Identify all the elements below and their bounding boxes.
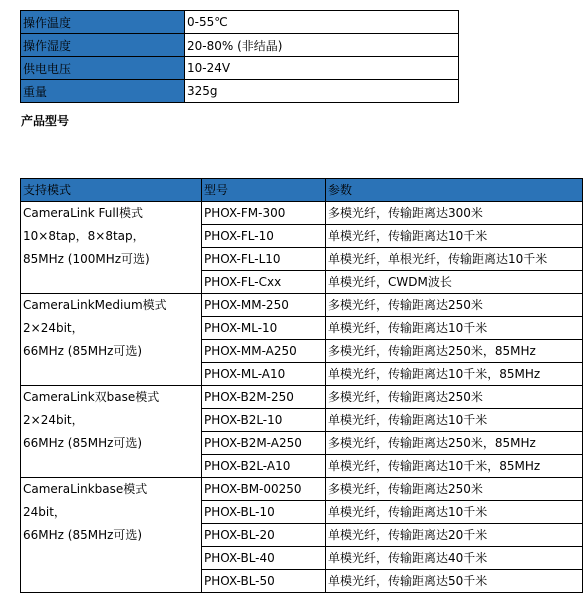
mode-line: 66MHz (85MHz可选)	[23, 528, 143, 542]
param-cell: 单模光纤，传输距离达10千米	[326, 409, 583, 432]
spec-value: 20-80% (非结晶)	[185, 34, 459, 57]
spec-table	[20, 10, 459, 103]
mode-line: 85MHz (100MHz可选)	[23, 252, 150, 266]
mode-line: CameraLink Full模式	[23, 206, 144, 220]
spec-row	[21, 57, 459, 80]
model-cell: PHOX-B2L-A10	[202, 455, 326, 478]
param-cell: 多模光纤，传输距离达250米	[326, 478, 583, 501]
mode-line: CameraLink双base模式	[23, 390, 160, 404]
mode-cell	[21, 294, 202, 386]
spec-value: 10-24V	[185, 57, 459, 80]
model-cell: PHOX-MM-250	[202, 294, 326, 317]
spec-value: 325g	[185, 80, 459, 103]
model-table	[20, 178, 583, 593]
mode-line: 66MHz (85MHz可选)	[23, 436, 143, 450]
param-cell: 单模光纤，传输距离达10千米	[326, 225, 583, 248]
spec-row	[21, 11, 459, 34]
model-cell: PHOX-B2M-A250	[202, 432, 326, 455]
param-cell: 单模光纤，单根光纤，传输距离达10千米	[326, 248, 583, 271]
spec-row	[21, 80, 459, 103]
table-row	[21, 294, 583, 317]
mode-line: 2×24bit，	[23, 413, 84, 427]
model-cell: PHOX-BL-40	[202, 547, 326, 570]
model-cell: PHOX-BM-00250	[202, 478, 326, 501]
table-header-row	[21, 179, 583, 202]
table-row	[21, 202, 583, 225]
spec-body	[21, 11, 459, 103]
model-cell: PHOX-B2L-10	[202, 409, 326, 432]
param-cell: 多模光纤，传输距离达300米	[326, 202, 583, 225]
spec-row	[21, 34, 459, 57]
param-cell: 多模光纤，传输距离达250米	[326, 294, 583, 317]
param-cell: 多模光纤，传输距离达250米，85MHz	[326, 340, 583, 363]
param-cell: 多模光纤，传输距离达250米	[326, 386, 583, 409]
model-cell: PHOX-FL-10	[202, 225, 326, 248]
mode-line: 2×24bit，	[23, 321, 84, 335]
header-mode: 支持模式	[21, 179, 202, 202]
param-cell: 单模光纤，传输距离达10千米，85MHz	[326, 363, 583, 386]
model-cell: PHOX-FL-Cxx	[202, 271, 326, 294]
model-cell: PHOX-BL-20	[202, 524, 326, 547]
spec-key: 重量	[21, 80, 185, 103]
model-cell: PHOX-FM-300	[202, 202, 326, 225]
param-cell: 单模光纤，传输距离达10千米	[326, 501, 583, 524]
mode-line: 66MHz (85MHz可选)	[23, 344, 143, 358]
model-cell: PHOX-ML-A10	[202, 363, 326, 386]
spec-key: 操作温度	[21, 11, 185, 34]
model-cell: PHOX-BL-50	[202, 570, 326, 593]
model-body	[21, 179, 583, 593]
mode-cell	[21, 202, 202, 294]
model-cell: PHOX-BL-10	[202, 501, 326, 524]
section-title: 产品型号	[21, 114, 70, 128]
param-cell: 多模光纤，传输距离达250米，85MHz	[326, 432, 583, 455]
header-param: 参数	[326, 179, 583, 202]
mode-cell	[21, 386, 202, 478]
mode-line: CameraLinkMedium模式	[23, 298, 167, 312]
table-row	[21, 478, 583, 501]
model-cell: PHOX-ML-10	[202, 317, 326, 340]
mode-line: 24bit，	[23, 505, 66, 519]
param-cell: 单模光纤，传输距离达20千米	[326, 524, 583, 547]
param-cell: 单模光纤，传输距离达50千米	[326, 570, 583, 593]
param-cell: 单模光纤，CWDM波长	[326, 271, 583, 294]
model-cell: PHOX-FL-L10	[202, 248, 326, 271]
spec-key: 操作湿度	[21, 34, 185, 57]
mode-line: 10×8tap，8×8tap，	[23, 229, 145, 243]
header-model: 型号	[202, 179, 326, 202]
param-cell: 单模光纤，传输距离达40千米	[326, 547, 583, 570]
table-row	[21, 386, 583, 409]
mode-cell	[21, 478, 202, 593]
spec-key: 供电电压	[21, 57, 185, 80]
mode-line: CameraLinkbase模式	[23, 482, 148, 496]
spec-value: 0-55℃	[185, 11, 459, 34]
param-cell: 单模光纤，传输距离达10千米	[326, 317, 583, 340]
param-cell: 单模光纤，传输距离达10千米，85MHz	[326, 455, 583, 478]
model-cell: PHOX-MM-A250	[202, 340, 326, 363]
model-cell: PHOX-B2M-250	[202, 386, 326, 409]
